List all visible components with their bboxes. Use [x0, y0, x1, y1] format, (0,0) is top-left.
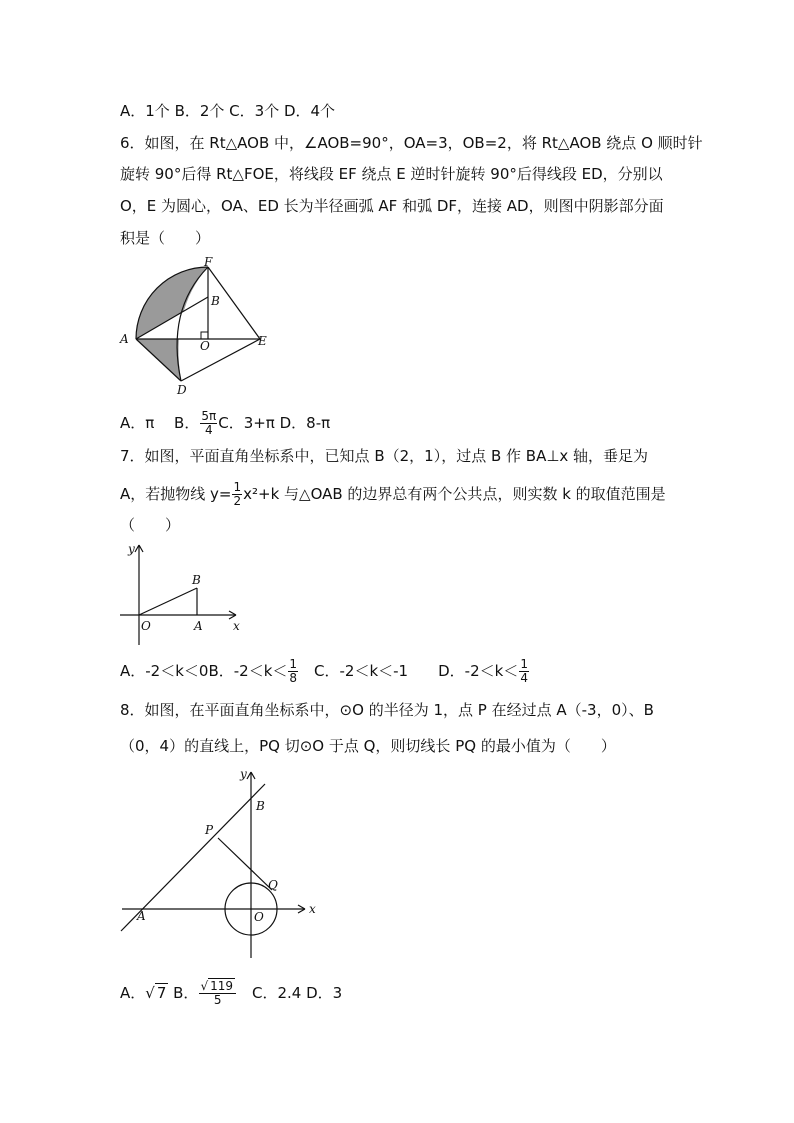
q6-option-rest: C．3+π D．8-π: [218, 414, 331, 432]
q7-line-1: 7．如图，平面直角坐标系中，已知点 B（2，1），过点 B 作 BA⊥x 轴，垂足为: [120, 447, 649, 465]
q5-options: A．1个 B．2个 C．3个 D．4个: [120, 102, 336, 120]
q7-seg-ob: [139, 588, 197, 615]
q7-option-a-b: A．-2＜k＜0B．-2＜k＜: [120, 662, 288, 680]
q7-line-2-end: x²+k 与△OAB 的边界总有两个公共点，则实数 k 的取值范围是: [243, 485, 666, 503]
q8-label-p: P: [205, 823, 214, 837]
q7-label-o: O: [141, 619, 151, 633]
q6-options: [120, 410, 330, 437]
q7-label-y: y: [128, 542, 135, 556]
q8-label-q: Q: [268, 878, 278, 892]
q7-line-2-start: A，若抛物线 y=: [120, 485, 232, 503]
q8-option-a-radical: √ 7: [145, 984, 167, 1002]
q7-options: [120, 658, 530, 685]
q6-option-b-fraction: [200, 410, 217, 437]
q8-label-o: O: [254, 910, 264, 924]
q7-option-d-numerator: 1: [520, 657, 528, 671]
q8-label-a: A: [137, 909, 146, 923]
q8-options: [120, 980, 342, 1007]
q8-option-a-radicand: 7: [156, 984, 167, 1002]
q7-option-b-numerator: 1: [289, 657, 298, 671]
q7-option-b-denominator: 8: [289, 671, 298, 685]
q8-label-y: y: [240, 767, 247, 781]
q6-figure: [115, 255, 275, 400]
q6-option-b-denominator: 4: [204, 423, 213, 437]
q8-option-rest: C．2.4 D．3: [237, 984, 343, 1002]
q6-label-d: D: [177, 383, 187, 397]
q8-option-b-denominator: 5: [213, 993, 222, 1007]
q7-figure: [115, 538, 250, 650]
q8-option-a-label: A．: [120, 984, 146, 1002]
q8-line-1: 8．如图，在平面直角坐标系中，⊙O 的半径为 1，点 P 在经过点 A（-3，0）、B: [120, 701, 654, 719]
q7-label-x: x: [233, 619, 240, 633]
q8-figure: [115, 760, 325, 965]
q6-option-a: A．π B．: [120, 414, 200, 432]
q6-line-3: O，E 为圆心，OA、ED 长为半径画弧 AF 和弧 DF，连接 AD，则图中阴影部分面: [120, 197, 664, 215]
q8-option-b-numerator: √ 119: [199, 980, 236, 994]
q6-line-2: 旋转 90°后得 Rt△FOE，将线段 EF 绕点 E 逆时针旋转 90°后得线段 ED，分别以: [120, 165, 663, 183]
q8-option-b-fraction: [199, 980, 236, 1007]
q7-line-3: （ ）: [120, 516, 181, 534]
q7-option-c-d: C．-2＜k＜-1 D．-2＜k＜: [299, 662, 519, 680]
q6-label-f: F: [204, 255, 213, 269]
q7-half-fraction: [232, 481, 242, 508]
q7-half-numerator: 1: [233, 480, 242, 494]
q6-label-o: O: [200, 339, 210, 353]
q6-label-b: B: [211, 294, 220, 308]
q7-option-d-denominator: 4: [520, 671, 528, 685]
q7-label-a: A: [194, 619, 203, 633]
q6-label-a: A: [120, 332, 129, 346]
q8-option-b-label: B．: [168, 984, 199, 1002]
q8-label-b: B: [256, 799, 265, 813]
q6-option-b-numerator: 5π: [201, 409, 217, 423]
q6-label-e: E: [258, 334, 267, 348]
q6-line-4: 积是（ ）: [120, 229, 211, 247]
q6-line-1: 6．如图，在 Rt△AOB 中，∠AOB=90°，OA=3，OB=2，将 Rt△AOB 绕点 O 顺时针: [120, 134, 703, 152]
q8-seg-pq: [218, 838, 272, 890]
q8-label-x: x: [309, 902, 316, 916]
q7-option-d-fraction: [519, 658, 529, 685]
q7-half-denominator: 2: [233, 494, 242, 508]
q8-option-b-radicand: 119: [210, 979, 233, 993]
q7-line-2: [120, 481, 666, 508]
q7-label-b: B: [192, 573, 201, 587]
q8-line-2: （0，4）的直线上，PQ 切⊙O 于点 Q，则切线长 PQ 的最小值为（ ）: [120, 737, 616, 755]
q7-option-b-fraction: [288, 658, 298, 685]
